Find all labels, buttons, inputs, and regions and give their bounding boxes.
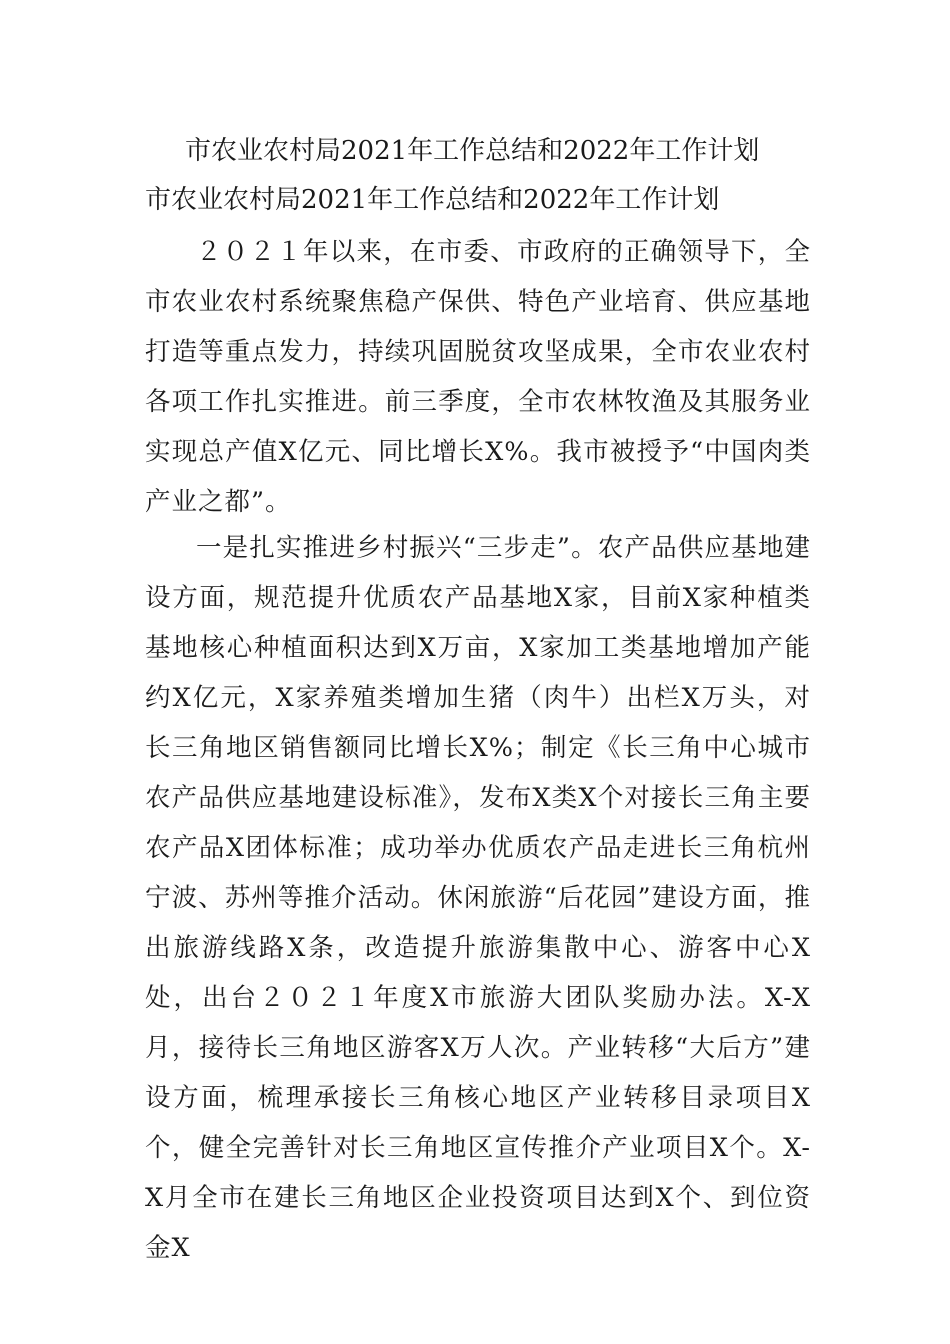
paragraph-section-1: 一是扎实推进乡村振兴“三步走”。农产品供应基地建设方面，规范提升优质农产品基地X家，目前X家种植类基地核心种植面积达到X万亩，X家加工类基地增加产能约X亿元，X家养殖类增加生猪（肉牛）出栏X万头，对长三角地区销售额同比增长X%；制定《长三角中心城市农产品供应基地建设标准》，发布X类X个对接长三角主要农产品X团体标准；成功举办优质农产品走进长三角杭州宁波、苏州等推介活动。休闲旅游“后花园”建设方面，推出旅游线路X条，改造提升旅游集散中心、游客中心X处，出台２０２１年度X市旅游大团队奖励办法。X-X月，接待长三角地区游客X万人次。产业转移“大后方”建设方面，梳理承接长三角核心地区产业转移目录项目X个，健全完善针对长三角地区宣传推介产业项目X个。X-X月全市在建长三角地区企业投资项目达到X个、到位资金X [145, 533, 811, 1263]
paragraph-intro: ２０２１年以来，在市委、市政府的正确领导下，全市农业农村系统聚焦稳产保供、特色产业培育、供应基地打造等重点发力，持续巩固脱贫攻坚成果，全市农业农村各项工作扎实推进。前三季度，全市农林牧渔及其服务业实现总产值X亿元、同比增长X%。我市被授予“中国肉类产业之都”。 [145, 237, 811, 517]
document-title: 市农业农村局2021年工作总结和2022年工作计划 [185, 136, 760, 166]
document-subtitle: 市农业农村局2021年工作总结和2022年工作计划 [145, 185, 720, 215]
